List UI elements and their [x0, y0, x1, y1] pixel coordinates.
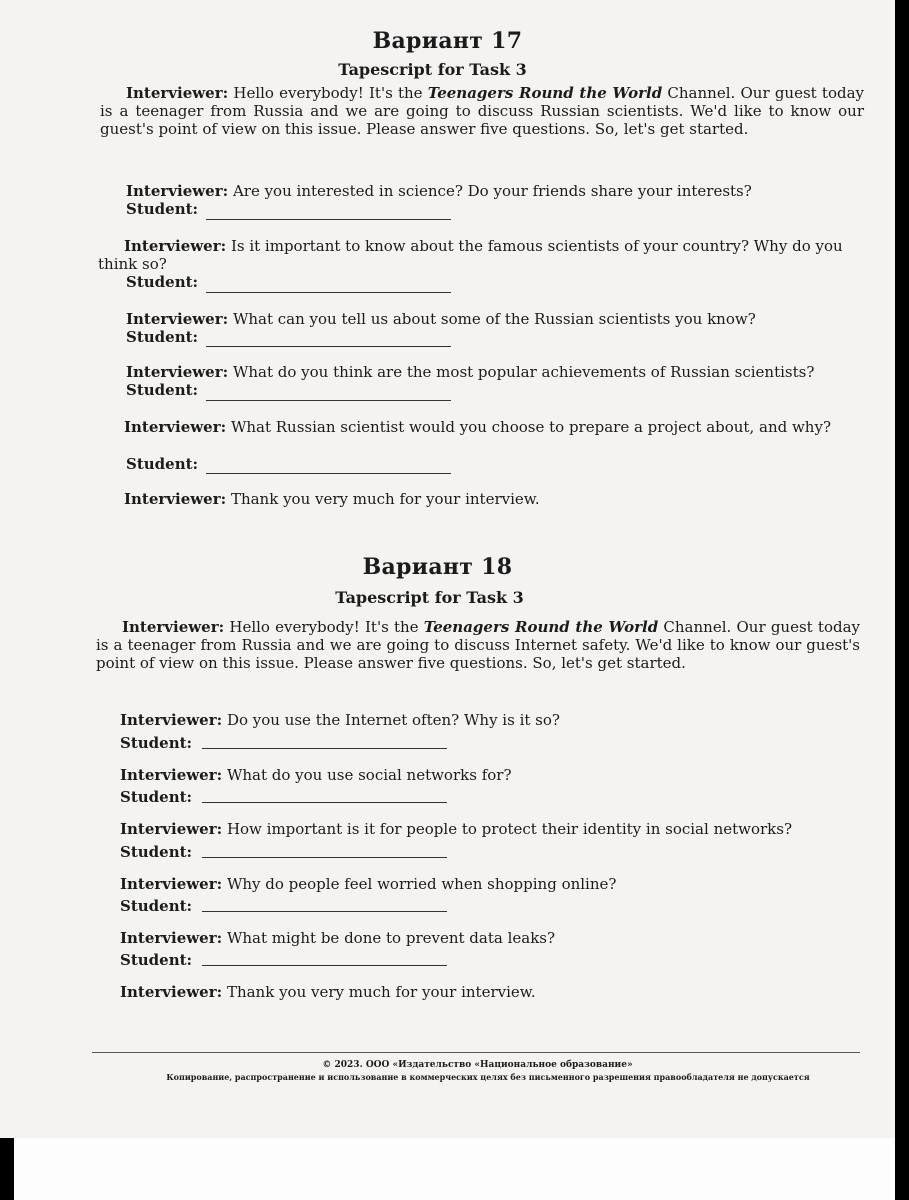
intro-text-end: Channel. Our guest today is a teenager from Russia and we are going to discuss Internet safety. We'd like to know our guest's point of view on this issue. Please answer five questions. So, let's get started.	[96, 618, 860, 672]
intro-text-start: Hello everybody! It's the	[224, 618, 424, 636]
interviewer-label: Interviewer:	[122, 618, 225, 636]
v18-question-1: Interviewer: Do you use the Internet often? Why is it so?	[120, 711, 560, 729]
v17-answer-line-3	[206, 346, 451, 347]
variant-17-title: Вариант 17	[372, 28, 523, 54]
v18-answer-line-4	[202, 911, 447, 912]
v18-closing: Interviewer: Thank you very much for your interview.	[120, 983, 536, 1001]
v17-question-4: Interviewer: What do you think are the most popular achievements of Russian scientists?	[126, 363, 815, 381]
v18-question-5: Interviewer: What might be done to prevent data leaks?	[120, 929, 556, 947]
v18-question-4: Interviewer: Why do people feel worried when shopping online?	[120, 875, 617, 893]
variant-18-intro	[96, 618, 860, 672]
v17-student-label-4: Student:	[126, 381, 199, 399]
v17-student-label-3: Student:	[126, 328, 199, 346]
v17-question-2: Interviewer: Is it important to know about the famous scientists of your country? Why do you think so?	[98, 237, 843, 273]
v17-answer-line-5	[206, 473, 451, 474]
v18-student-label-1: Student:	[120, 734, 193, 752]
v17-student-label-2: Student:	[126, 273, 199, 291]
interviewer-label: Interviewer:	[126, 84, 229, 102]
v18-answer-line-5	[202, 965, 447, 966]
v17-student-label-1: Student:	[126, 200, 199, 218]
v18-answer-line-2	[202, 802, 447, 803]
variant-17-task-heading: Tapescript for Task 3	[338, 60, 527, 79]
intro-text-start: Hello everybody! It's the	[228, 84, 428, 102]
v18-question-3: Interviewer: How important is it for people to protect their identity in social networks?	[120, 820, 793, 838]
v18-student-label-4: Student:	[120, 897, 193, 915]
v18-answer-line-3	[202, 857, 447, 858]
v18-question-2: Interviewer: What do you use social networks for?	[120, 766, 512, 784]
v18-student-label-3: Student:	[120, 843, 193, 861]
v17-closing: Interviewer: Thank you very much for your interview.	[124, 490, 540, 508]
v17-answer-line-2	[206, 292, 451, 293]
v17-question-3: Interviewer: What can you tell us about some of the Russian scientists you know?	[126, 310, 756, 328]
channel-name: Teenagers Round the World	[423, 618, 659, 636]
footer-copyright: © 2023. ООО «Издательство «Национальное образование»	[322, 1060, 633, 1070]
variant-18-title: Вариант 18	[362, 554, 513, 580]
variant-17-intro	[100, 84, 864, 138]
variant-18-task-heading: Tapescript for Task 3	[335, 588, 524, 607]
footer-notice: Копирование, распространение и использование в коммерческих целях без письменного разрешения правообладателя не допускается	[166, 1072, 810, 1082]
v17-answer-line-4	[206, 400, 451, 401]
channel-name: Teenagers Round the World	[427, 84, 663, 102]
footer-divider	[92, 1052, 860, 1053]
v17-answer-line-1	[206, 219, 451, 220]
v18-student-label-2: Student:	[120, 788, 193, 806]
v17-question-1: Interviewer: Are you interested in science? Do your friends share your interests?	[126, 182, 752, 200]
v17-question-5: Interviewer: What Russian scientist would you choose to prepare a project about, and why?	[124, 418, 831, 436]
blank-area	[14, 1138, 895, 1200]
v18-answer-line-1	[202, 748, 447, 749]
intro-text-end: Channel. Our guest today is a teenager from Russia and we are going to discuss Russian scientists. We'd like to know our guest's point of view on this issue. Please answer five questions. So, let's get started.	[100, 84, 864, 138]
v17-student-label-5: Student:	[126, 455, 199, 473]
v18-student-label-5: Student:	[120, 951, 193, 969]
